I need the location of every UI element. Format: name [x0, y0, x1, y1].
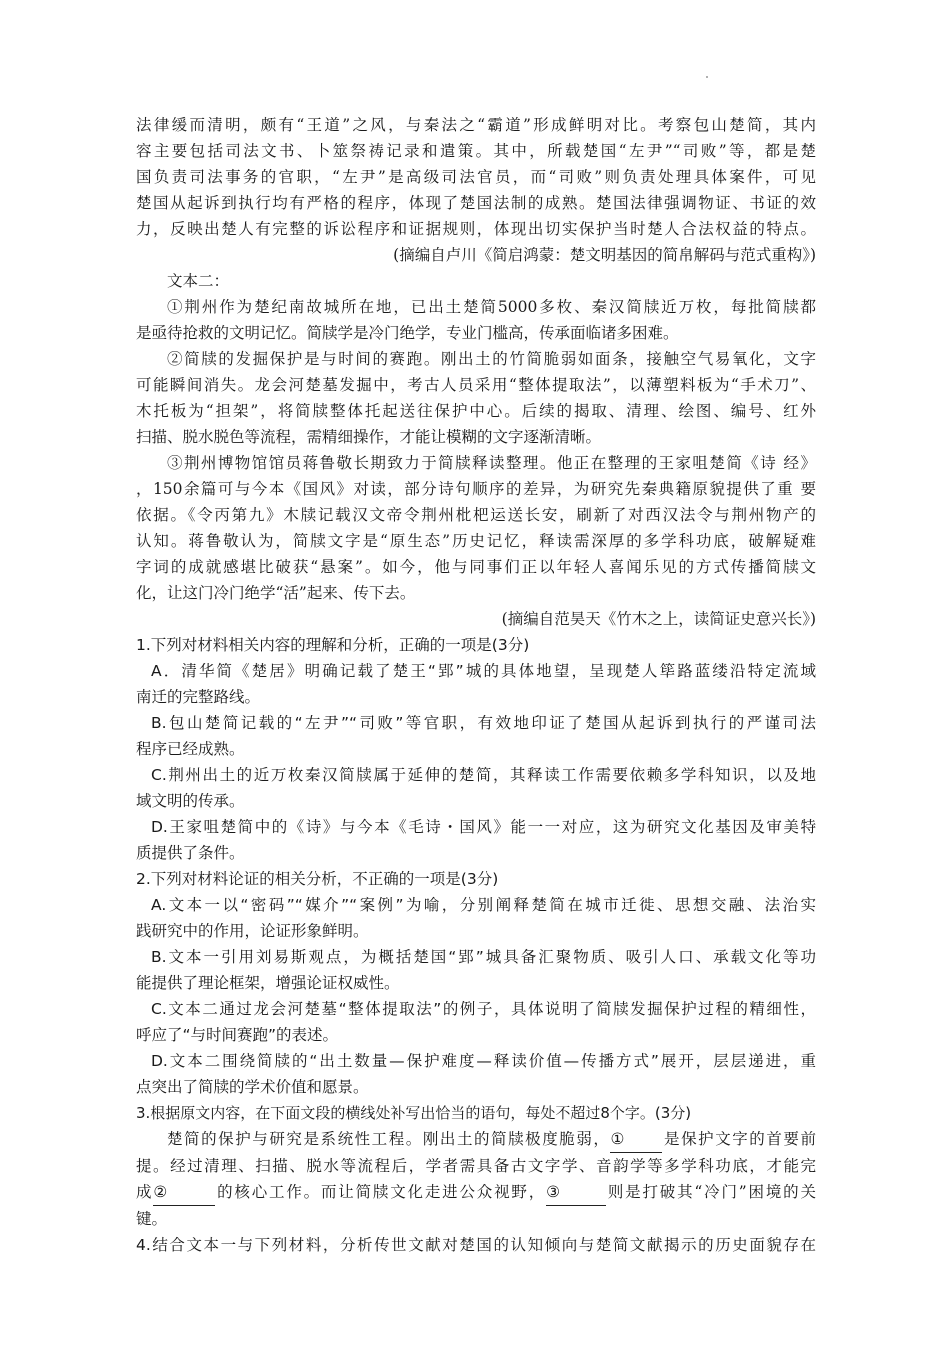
- option-c: C.文本二通过龙会河楚墓“整体提取法”的例子，具体说明了简牍发掘保护过程的精细性，: [151, 1000, 816, 1018]
- option-a: A．清华简《楚居》明确记载了楚王“郢”城的具体地望，呈现楚人筚路蓝缕沿特定流域: [151, 662, 816, 680]
- q3-text: 则是打破其“冷门”困境的关: [606, 1183, 816, 1201]
- passage2-line: ①荆州作为楚纪南故城所在地，已出土楚简5000多枚、秦汉简牍近万枚，每批简牍都: [167, 298, 816, 316]
- question-1: [136, 632, 816, 866]
- passage2-line: ②简牍的发掘保护是与时间的赛跑。刚出土的竹简脆弱如面条，接触空气易氧化，文字: [167, 350, 816, 368]
- q3-text: 成: [136, 1183, 154, 1201]
- passage1-line: 楚国从起诉到执行均有严格的程序，体现了楚国法制的成熟。楚国法律强调物证、书证的效: [136, 194, 816, 212]
- passage1-line: 法律缓而清明，颇有“王道”之风，与秦法之“霸道”形成鲜明对比。考察包山楚简，其内: [136, 116, 816, 134]
- q3-text: 是保护文字的首要前: [662, 1130, 816, 1148]
- option-a: A.文本一以“密码”“媒介”“案例”为喻，分别阐释楚简在城市迁徙、思想交融、法治实: [151, 896, 816, 914]
- passage2-line: ，150余篇可与今本《国风》对读，部分诗句顺序的差异，为研究先秦典籍原貌提供了重 要: [136, 480, 816, 498]
- scan-speck: [706, 76, 708, 78]
- option-c: C.荆州出土的近万枚秦汉简牍属于延伸的楚简，其释读工作需要依赖多学科知识，以及地: [151, 766, 816, 784]
- option-b-cont: 能提供了理论框架，增强论证权威性。: [136, 974, 400, 992]
- passage2: [136, 268, 816, 632]
- passage2-line: 可能瞬间消失。龙会河楚墓发掘中，考古人员采用“整体提取法”，以薄塑料板为“手术刀”、: [136, 376, 816, 394]
- option-b-cont: 程序已经成熟。: [136, 740, 245, 758]
- passage2-line: 化，让这门冷门绝学“活”起来、传下去。: [136, 584, 416, 602]
- passage2-line: ③荆州博物馆馆员蒋鲁敬长期致力于简牍释读整理。他正在整理的王家咀楚简《诗 经》: [167, 454, 816, 472]
- passage1-source: (摘编自卢川《简启鸿蒙：楚文明基因的简帛解码与范式重构》): [393, 246, 816, 264]
- q3-line: [136, 1126, 816, 1153]
- passage2-line: 扫描、脱水脱色等流程，需精细操作，才能让模糊的文字逐渐清晰。: [136, 428, 602, 446]
- blank-2[interactable]: ②: [153, 1179, 215, 1206]
- question-stem: 1.下列对材料相关内容的理解和分析，正确的一项是(3分): [136, 636, 530, 654]
- option-d-cont: 质提供了条件。: [136, 844, 245, 862]
- passage2-line: 认知。蒋鲁敬认为，简牍文字是“原生态”历史记忆，释读需深厚的多学科功底，破解疑难: [136, 532, 816, 550]
- q3-line: 提。经过清理、扫描、脱水等流程后，学者需具备古文字学、音韵学等多学科功底，才能完: [136, 1157, 816, 1175]
- blank-1[interactable]: ①: [610, 1126, 662, 1153]
- q3-text: 的核心工作。而让简牍文化走进公众视野，: [215, 1183, 547, 1201]
- q3-line: [136, 1179, 816, 1206]
- passage2-line: 字词的成就感堪比破获“悬案”。如今，他与同事们正以年轻人喜闻乐见的方式传播简牍文: [136, 558, 816, 576]
- question-2: [136, 866, 816, 1100]
- option-c-cont: 呼应了“与时间赛跑”的表述。: [136, 1026, 339, 1044]
- q3-text: 楚简的保护与研究是系统性工程。刚出土的简牍极度脆弱，: [167, 1130, 611, 1148]
- option-b: B.包山楚简记载的“左尹”“司败”等官职，有效地印证了楚国从起诉到执行的严谨司法: [151, 714, 816, 732]
- passage1-line: 力，反映出楚人有完整的诉讼程序和证据规则，体现出切实保护当时楚人合法权益的特点。: [136, 220, 816, 238]
- passage2-heading: 文本二：: [167, 272, 230, 290]
- question-3: [136, 1100, 816, 1232]
- option-a-cont: 南迁的完整路线。: [136, 688, 261, 706]
- passage2-line: 依据。《令丙第九》木牍记载汉文帝令荆州枇杷运送长安，刷新了对西汉法令与荆州物产的: [136, 506, 816, 524]
- option-d: D.文本二围绕简牍的“出土数量—保护难度—释读价值—传播方式”展开，层层递进，重: [151, 1052, 816, 1070]
- q3-line: 键。: [136, 1210, 168, 1228]
- blank-3[interactable]: ③: [546, 1179, 606, 1206]
- passage2-source: (摘编自范昊天《竹木之上，读简证史意兴长》): [501, 610, 816, 628]
- option-a-cont: 践研究中的作用，论证形象鲜明。: [136, 922, 369, 940]
- passage1-line: 国负责司法事务的官职，“左尹”是高级司法官员，而“司败”则负责处理具体案件，可见: [136, 168, 816, 186]
- option-c-cont: 域文明的传承。: [136, 792, 245, 810]
- exam-page: [136, 112, 816, 1258]
- option-d-cont: 点突出了简牍的学术价值和愿景。: [136, 1078, 369, 1096]
- passage1-line: 容主要包括司法文书、卜筮祭祷记录和遣策。其中，所载楚国“左尹”“司败”等，都是楚: [136, 142, 816, 160]
- option-b: B.文本一引用刘易斯观点，为概括楚国“郢”城具备汇聚物质、吸引人口、承载文化等功: [151, 948, 816, 966]
- option-d: D.王家咀楚简中的《诗》与今本《毛诗・国风》能一一对应，这为研究文化基因及审美特: [151, 818, 816, 836]
- passage2-line: 是亟待抢救的文明记忆。简牍学是冷门绝学，专业门槛高，传承面临诸多困难。: [136, 324, 679, 342]
- question-4: [136, 1232, 816, 1258]
- passage1: [136, 112, 816, 268]
- question-stem: 2.下列对材料论证的相关分析，不正确的一项是(3分): [136, 870, 499, 888]
- passage2-line: 木托板为“担架”，将简牍整体托起送往保护中心。后续的揭取、清理、绘图、编号、红外: [136, 402, 816, 420]
- question-stem: 4.结合文本一与下列材料，分析传世文献对楚国的认知倾向与楚简文献揭示的历史面貌存在: [136, 1236, 816, 1254]
- question-stem: 3.根据原文内容，在下面文段的横线处补写出恰当的语句，每处不超过8个字。(3分): [136, 1104, 692, 1122]
